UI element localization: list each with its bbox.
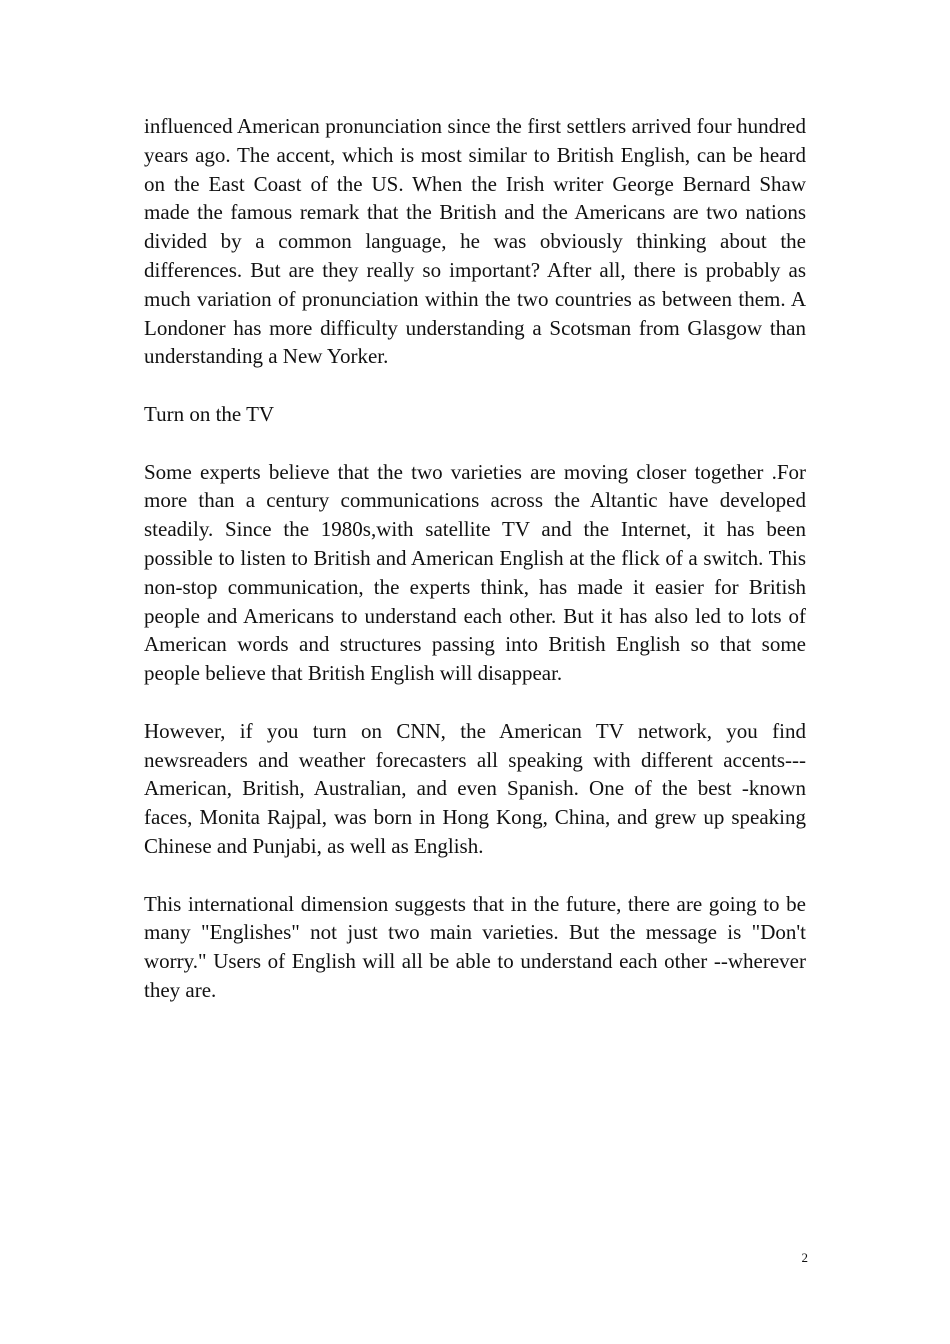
page-number: 2 [801,1250,808,1265]
section-heading: Turn on the TV [144,401,275,426]
paragraph-pronunciation: influenced American pronunciation since the first settlers arrived four hundred years ago. The accent, which is most similar to British English, can be heard on the East Coast of the US. When the Irish writer George Bernard Shaw made the famous remark that the British and the Americans are two nations divided by a common language, he was obviously thinking about the differences. But are they really so important? After all, there is probably as much variation of pronunciation within the two countries as between them. A Londoner has more difficulty understanding a Scotsman from Glasgow than understanding a New Yorker. [144,114,806,369]
paragraph-international: This international dimension suggests that in the future, there are going to be many "Englishes" not just two main varieties. But the message is "Don't worry." Users of English will all be able to understand each other --wherever they are. [144,891,806,1002]
body-text [144,112,806,1034]
paragraph-experts: Some experts believe that the two varieties are moving closer together .For more than a century communications across the Altantic have developed steadily. Since the 1980s,with satellite TV and the Internet, it has been possible to listen to British and American English at the flick of a switch. This non-stop communication, the experts think, has made it easier for British people and Americans to understand each other. But it has also led to lots of American words and structures passing into British English so that some people believe that British English will disappear. [144,459,806,686]
paragraph-cnn: However, if you turn on CNN, the American TV network, you find newsreaders and weather forecasters all speaking with different accents---American, British, Australian, and even Spanish. One of the best -known faces, Monita Rajpal, was born in Hong Kong, China, and grew up speaking Chinese and Punjabi, as well as English. [144,718,806,858]
